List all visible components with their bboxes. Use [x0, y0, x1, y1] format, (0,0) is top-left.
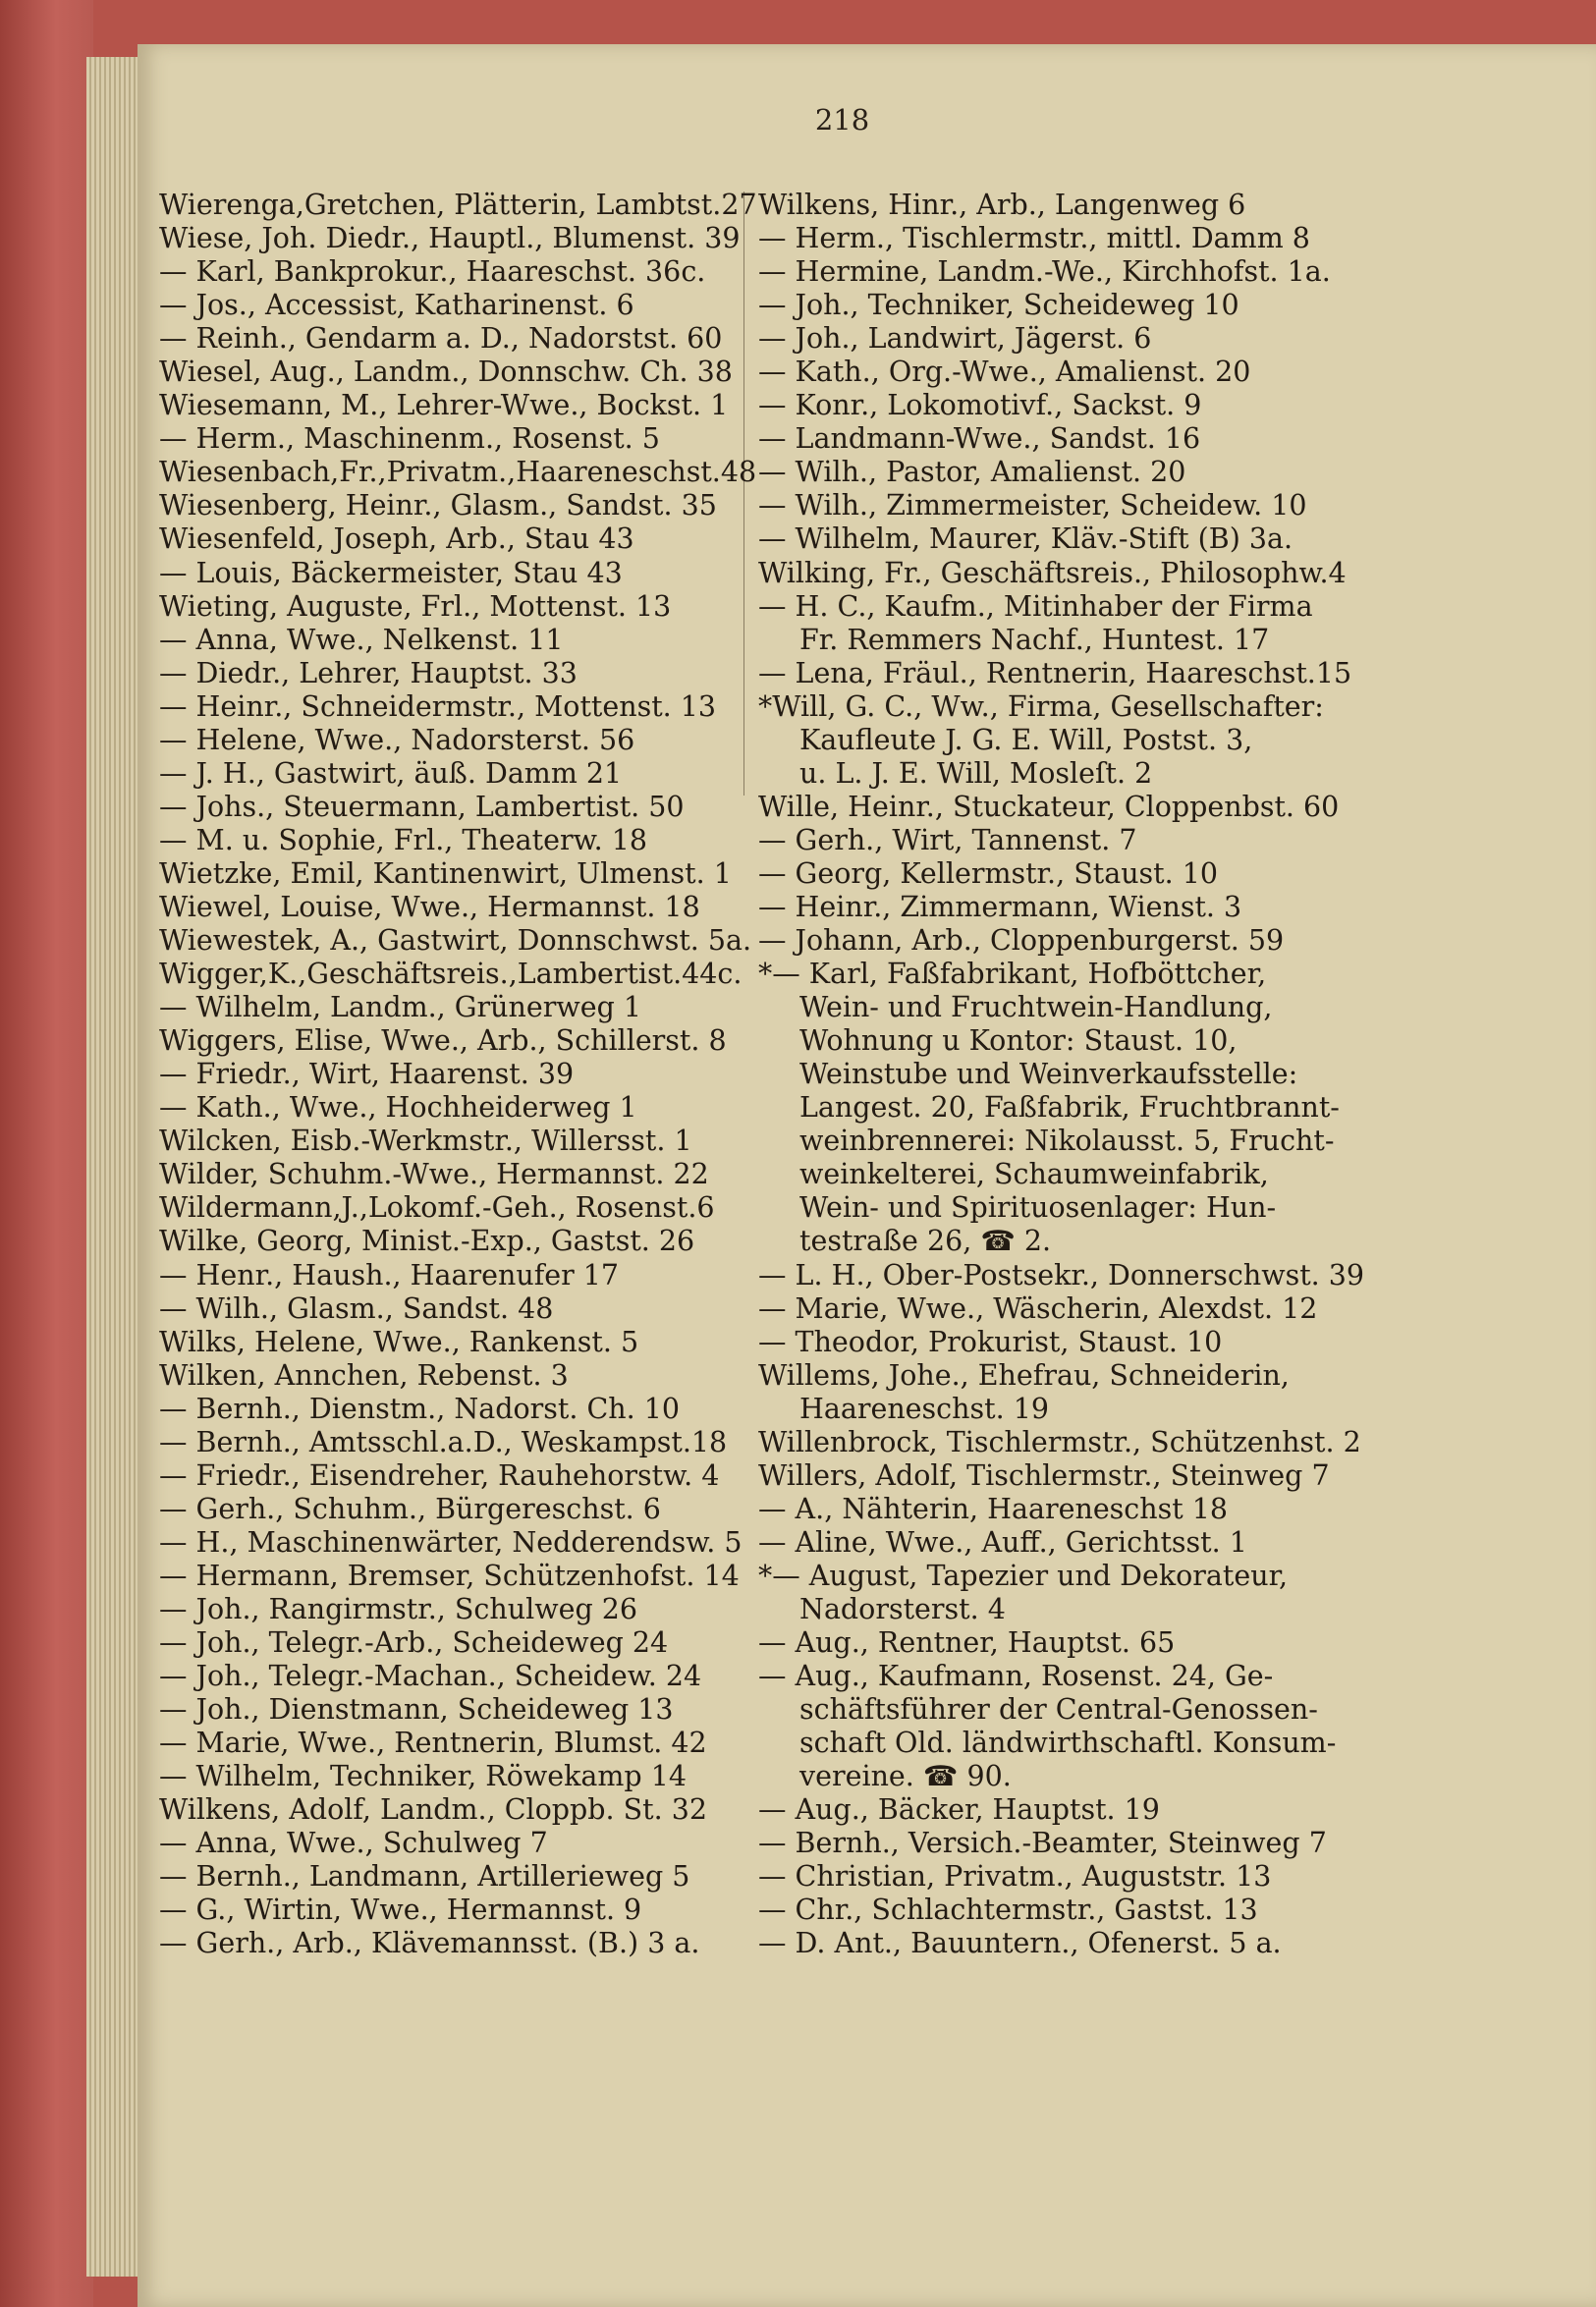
directory-entry: — Konr., Lokomotivf., Sackst. 9 — [758, 389, 1202, 422]
directory-entry: — Joh., Telegr.-Machan., Scheidew. 24 — [159, 1660, 702, 1693]
directory-entry: Wietzke, Emil, Kantinenwirt, Ulmenst. 1 — [159, 856, 732, 890]
directory-entry: — Jos., Accessist, Katharinenst. 6 — [159, 289, 634, 322]
directory-entry: Wildermann,J.,Lokomf.-Geh., Rosenst.6 — [159, 1191, 715, 1225]
directory-entry: — Wilhelm, Maurer, Kläv.-Stift (B) 3a. — [758, 522, 1293, 556]
directory-entry: Wiesenberg, Heinr., Glasm., Sandst. 35 — [159, 489, 717, 522]
directory-entry: — Landmann-Wwe., Sandst. 16 — [758, 422, 1201, 456]
directory-entry: Wiesemann, M., Lehrer-Wwe., Bockst. 1 — [159, 389, 729, 422]
directory-entry: Willers, Adolf, Tischlermstr., Steinweg 7 — [758, 1458, 1330, 1492]
directory-entry: Wiewel, Louise, Wwe., Hermannst. 18 — [159, 890, 700, 923]
directory-entry: — Diedr., Lehrer, Hauptst. 33 — [159, 656, 578, 689]
directory-entry: Kaufleute J. G. E. Will, Postst. 3, — [799, 723, 1253, 756]
directory-entry: Wilking, Fr., Geschäftsreis., Philosophw.4 — [758, 556, 1347, 589]
directory-entry: — L. H., Ober-Postsekr., Donnerschwst. 39 — [758, 1258, 1365, 1291]
directory-entry: Nadorsterst. 4 — [799, 1592, 1006, 1625]
directory-entry: — Anna, Wwe., Nelkenst. 11 — [159, 623, 564, 656]
directory-entry: — Aug., Kaufmann, Rosenst. 24, Ge- — [758, 1660, 1274, 1693]
directory-entry: — G., Wirtin, Wwe., Hermannst. 9 — [159, 1894, 642, 1927]
directory-entry: — Wilhelm, Techniker, Röwekamp 14 — [159, 1760, 687, 1793]
directory-entry: — Bernh., Landmann, Artillerieweg 5 — [159, 1860, 690, 1894]
directory-entry: Wein- und Spirituosenlager: Hun- — [799, 1191, 1277, 1225]
directory-entry: Wilkens, Adolf, Landm., Cloppb. St. 32 — [159, 1793, 708, 1827]
directory-entry: — Joh., Techniker, Scheideweg 10 — [758, 289, 1239, 322]
directory-entry: *— August, Tapezier und Dekorateur, — [758, 1559, 1289, 1592]
directory-entry: u. L. J. E. Will, Mosleſt. 2 — [799, 756, 1153, 790]
directory-entry: Wigger,K.,Geschäftsreis.,Lambertist.44c. — [159, 958, 743, 991]
directory-entry: Langest. 20, Faßfabrik, Fruchtbrannt- — [799, 1091, 1340, 1125]
directory-entry: — A., Nähterin, Haareneschst 18 — [758, 1492, 1229, 1525]
directory-entry: testraße 26, ☎ 2. — [799, 1225, 1052, 1258]
directory-entry: — Gerh., Wirt, Tannenst. 7 — [758, 823, 1137, 856]
directory-entry: *Will, G. C., Ww., Firma, Gesellschafter: — [758, 689, 1324, 723]
directory-entry: Wiese, Joh. Diedr., Hauptl., Blumenst. 39 — [159, 222, 741, 255]
directory-entry: — Karl, Bankprokur., Haareschst. 36c. — [159, 255, 706, 289]
book-cover-edge — [0, 0, 93, 2307]
directory-entry: Wieting, Auguste, Frl., Mottenst. 13 — [159, 589, 672, 623]
directory-entry: — Friedr., Wirt, Haarenst. 39 — [159, 1058, 575, 1091]
directory-entry: Willems, Johe., Ehefrau, Schneiderin, — [758, 1358, 1290, 1392]
directory-entry: — D. Ant., Bauuntern., Ofenerst. 5 a. — [758, 1927, 1282, 1960]
directory-entry: vereine. ☎ 90. — [799, 1760, 1012, 1793]
directory-entry: — Christian, Privatm., Auguststr. 13 — [758, 1860, 1272, 1894]
directory-entry: — Hermann, Bremser, Schützenhofst. 14 — [159, 1559, 740, 1592]
directory-entry: — Helene, Wwe., Nadorsterst. 56 — [159, 723, 635, 756]
directory-entry: — H., Maschinenwärter, Nedderendsw. 5 — [159, 1525, 743, 1559]
directory-entry: Wiewestek, A., Gastwirt, Donnschwst. 5a. — [159, 924, 752, 958]
directory-entry: — Lena, Fräul., Rentnerin, Haareschst.15 — [758, 656, 1352, 689]
directory-entry: — Reinh., Gendarm a. D., Nadorstst. 60 — [159, 322, 723, 356]
directory-entry: Haareneschst. 19 — [799, 1392, 1049, 1425]
directory-entry: Wilcken, Eisb.-Werkmstr., Willersst. 1 — [159, 1125, 692, 1158]
right-column — [758, 189, 1487, 1960]
directory-entry: schaft Old. ländwirthschaftl. Konsum- — [799, 1727, 1337, 1760]
directory-entry: Wein- und Fruchtwein-Handlung, — [799, 991, 1273, 1024]
directory-entry: — Gerh., Arb., Klävemannsst. (B.) 3 a. — [159, 1927, 700, 1960]
directory-entry: — M. u. Sophie, Frl., Theaterw. 18 — [159, 823, 647, 856]
directory-entry: — Theodor, Prokurist, Staust. 10 — [758, 1325, 1223, 1358]
directory-entry: — Marie, Wwe., Rentnerin, Blumst. 42 — [159, 1727, 707, 1760]
directory-entry: — Anna, Wwe., Schulweg 7 — [159, 1827, 548, 1860]
directory-entry: Wiggers, Elise, Wwe., Arb., Schillerst. 8 — [159, 1024, 727, 1058]
directory-entry: Wilke, Georg, Minist.-Exp., Gastst. 26 — [159, 1225, 695, 1258]
directory-entry: Wiesel, Aug., Landm., Donnschw. Ch. 38 — [159, 356, 733, 389]
directory-entry: — Hermine, Landm.-We., Kirchhofst. 1a. — [758, 255, 1331, 289]
directory-entry: Weinstube und Weinverkaufsstelle: — [799, 1058, 1298, 1091]
directory-entry: — Aug., Bäcker, Hauptst. 19 — [758, 1793, 1160, 1827]
directory-entry: Fr. Remmers Nachf., Huntest. 17 — [799, 623, 1270, 656]
directory-entry: — J. H., Gastwirt, äuß. Damm 21 — [159, 756, 623, 790]
directory-entry: Wierenga,Gretchen, Plätterin, Lambtst.27 — [159, 189, 757, 221]
directory-entry: — Herm., Maschinenm., Rosenst. 5 — [159, 422, 660, 456]
directory-entry: — Friedr., Eisendreher, Rauhehorstw. 4 — [159, 1458, 720, 1492]
directory-entry: — Bernh., Dienstm., Nadorst. Ch. 10 — [159, 1392, 681, 1425]
directory-entry: — Heinr., Schneidermstr., Mottenst. 13 — [159, 689, 717, 723]
directory-entry: — Marie, Wwe., Wäscherin, Alexdst. 12 — [758, 1291, 1318, 1325]
directory-entry: — Herm., Tischlermstr., mittl. Damm 8 — [758, 222, 1310, 255]
directory-entry: — Wilh., Zimmermeister, Scheidew. 10 — [758, 489, 1307, 522]
directory-entry: weinbrennerei: Nikolausst. 5, Frucht- — [799, 1125, 1335, 1158]
directory-entry: — Heinr., Zimmermann, Wienst. 3 — [758, 890, 1242, 923]
directory-entry: Wille, Heinr., Stuckateur, Cloppenbst. 60 — [758, 790, 1340, 823]
directory-entry: *— Karl, Faßfabrikant, Hofböttcher, — [758, 958, 1267, 991]
directory-entry: schäftsführer der Central-Genossen- — [799, 1693, 1318, 1727]
directory-entry: Wiesenfeld, Joseph, Arb., Stau 43 — [159, 522, 634, 556]
directory-entry: — Bernh., Amtsschl.a.D., Weskampst.18 — [159, 1425, 728, 1458]
directory-entry: Wilks, Helene, Wwe., Rankenst. 5 — [159, 1325, 639, 1358]
directory-entry: — Joh., Telegr.-Arb., Scheideweg 24 — [159, 1626, 669, 1660]
page-stack — [86, 57, 145, 2277]
directory-entry: — Gerh., Schuhm., Bürgereschst. 6 — [159, 1492, 661, 1525]
directory-entry: — Wilhelm, Landm., Grünerweg 1 — [159, 991, 642, 1024]
directory-entry: — Wilh., Pastor, Amalienst. 20 — [758, 456, 1186, 489]
directory-entry: — Chr., Schlachtermstr., Gastst. 13 — [758, 1894, 1258, 1927]
directory-entry: weinkelterei, Schaumweinfabrik, — [799, 1158, 1269, 1191]
directory-entry: — Louis, Bäckermeister, Stau 43 — [159, 556, 623, 589]
directory-entry: — Bernh., Versich.-Beamter, Steinweg 7 — [758, 1827, 1327, 1860]
directory-entry: — Aug., Rentner, Hauptst. 65 — [758, 1626, 1176, 1660]
directory-entry: Wilder, Schuhm.-Wwe., Hermannst. 22 — [159, 1158, 709, 1191]
directory-entry: — Kath., Wwe., Hochheiderweg 1 — [159, 1091, 637, 1125]
directory-entry: — Johann, Arb., Cloppenburgerst. 59 — [758, 924, 1285, 958]
directory-entry: — Joh., Rangirmstr., Schulweg 26 — [159, 1592, 638, 1625]
directory-entry: — Joh., Landwirt, Jägerst. 6 — [758, 322, 1152, 356]
directory-entry: — Georg, Kellermstr., Staust. 10 — [758, 856, 1219, 890]
directory-entry: — Wilh., Glasm., Sandst. 48 — [159, 1291, 554, 1325]
directory-entry: — Aline, Wwe., Auff., Gerichtsst. 1 — [758, 1525, 1247, 1559]
directory-entry: — H. C., Kaufm., Mitinhaber der Firma — [758, 589, 1313, 623]
directory-entry: Willenbrock, Tischlermstr., Schützenhst. 2 — [758, 1425, 1361, 1458]
directory-entry: Wohnung u Kontor: Staust. 10, — [799, 1024, 1238, 1058]
directory-entry: — Henr., Haush., Haarenufer 17 — [159, 1258, 620, 1291]
directory-entry: Wiesenbach,Fr.,Privatm.,Haareneschst.48 — [159, 456, 757, 489]
directory-entry: — Kath., Org.-Wwe., Amalienst. 20 — [758, 356, 1251, 389]
directory-entry: Wilken, Annchen, Rebenst. 3 — [159, 1358, 569, 1392]
directory-entry: — Johs., Steuermann, Lambertist. 50 — [159, 790, 685, 823]
directory-entry: — Joh., Dienstmann, Scheideweg 13 — [159, 1693, 674, 1727]
directory-entry: Wilkens, Hinr., Arb., Langenweg 6 — [758, 189, 1246, 221]
page-number: 218 — [814, 103, 870, 137]
